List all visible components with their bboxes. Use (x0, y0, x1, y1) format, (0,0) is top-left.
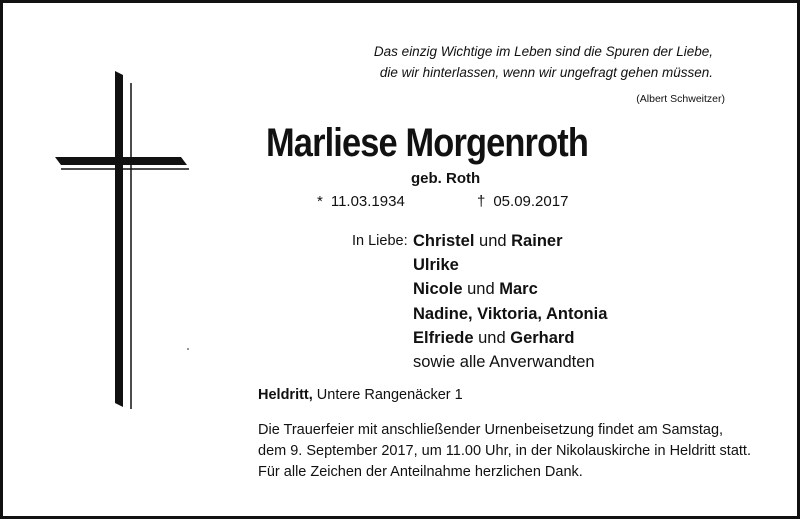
mourner-name: Ulrike (413, 256, 459, 275)
birth-date-group (317, 193, 405, 210)
mourner-connector: und (462, 280, 500, 299)
mourner-name: Nicole (413, 280, 463, 299)
mourner-connector: sowie alle Anverwandten (413, 353, 595, 372)
speck (187, 348, 189, 350)
quote (373, 41, 713, 83)
address (258, 387, 463, 403)
death-date-group (477, 193, 568, 210)
mourner-name: Nadine, Viktoria, Antonia (413, 304, 608, 323)
mourner-line (413, 229, 607, 253)
mourner-connector: und (473, 328, 511, 347)
funeral-notice (258, 420, 751, 462)
mourner-line (413, 277, 607, 301)
cross-icon (53, 69, 189, 409)
mourner-line (413, 253, 607, 277)
deceased-name: Marliese Morgenroth (266, 121, 588, 165)
mourner-line (413, 302, 607, 326)
mourner-line (413, 350, 607, 374)
death-dagger-icon: † (477, 193, 486, 210)
quote-line-1: Das einzig Wichtige im Leben sind die Spuren der Liebe, (373, 44, 713, 59)
notice-line-1: Die Trauerfeier mit anschließender Urnenbeisetzung findet am Samstag, (258, 422, 724, 438)
maiden-name: geb. Roth (411, 170, 481, 187)
address-town: Heldritt, (258, 387, 313, 403)
birth-star-icon: * (317, 193, 323, 210)
notice-line-2: dem 9. September 2017, um 11.00 Uhr, in der Nikolauskirche in Heldritt statt. (258, 443, 751, 459)
mourners-list (413, 229, 607, 374)
mourner-connector: und (474, 232, 512, 250)
birth-date: 11.03.1934 (330, 193, 405, 210)
death-date: 05.09.2017 (493, 193, 569, 210)
mourner-name: Marc (499, 280, 538, 299)
quote-line-2: die wir hinterlassen, wenn wir ungefragt gehen müssen. (379, 65, 713, 80)
mourner-name: Rainer (511, 232, 563, 250)
mourner-name: Christel (413, 232, 475, 250)
mourner-line (413, 326, 607, 350)
mourner-name: Elfriede (413, 328, 474, 347)
mourner-name: Gerhard (510, 328, 575, 347)
mourners-intro: In Liebe: (352, 233, 408, 249)
quote-author: (Albert Schweitzer) (636, 93, 725, 105)
thanks-text: Für alle Zeichen der Anteilnahme herzlichen Dank. (258, 464, 583, 480)
address-street: Untere Rangenäcker 1 (312, 387, 463, 403)
